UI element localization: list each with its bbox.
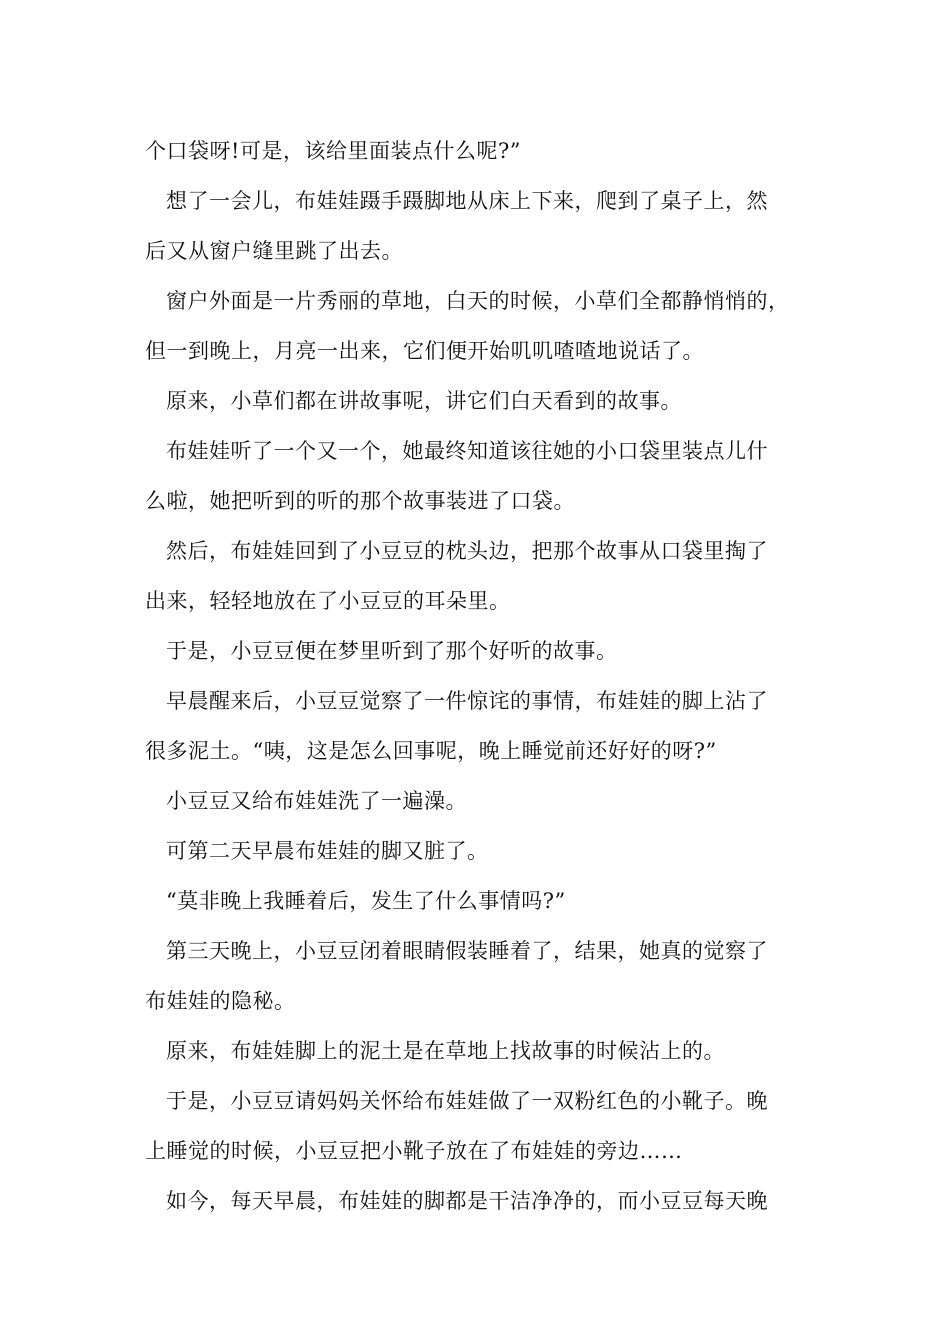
paragraph-start-line: 布娃娃听了一个又一个，她最终知道该往她的小口袋里装点儿什 bbox=[166, 439, 768, 463]
text-line: 上睡觉的时候，小豆豆把小靴子放在了布娃娃的旁边…… bbox=[145, 1139, 683, 1163]
text-line: 后又从窗户缝里跳了出去。 bbox=[145, 239, 403, 263]
paragraph-start-line: 可第二天早晨布娃娃的脚又脏了。 bbox=[166, 839, 489, 863]
paragraph-start-line: 小豆豆又给布娃娃洗了一遍澡。 bbox=[166, 789, 467, 813]
paragraph-start-line: 原来，布娃娃脚上的泥土是在草地上找故事的时候沾上的。 bbox=[166, 1039, 725, 1063]
paragraph-start-line: 然后，布娃娃回到了小豆豆的枕头边，把那个故事从口袋里掏了 bbox=[166, 539, 768, 563]
paragraph-start-line: 如今，每天早晨，布娃娃的脚都是干洁净净的，而小豆豆每天晚 bbox=[166, 1189, 768, 1213]
text-line: 但一到晚上，月亮一出来，它们便开始叽叽喳喳地说话了。 bbox=[145, 339, 704, 363]
text-line: 布娃娃的隐秘。 bbox=[145, 989, 296, 1013]
paragraph-start-line: 第三天晚上，小豆豆闭着眼睛假装睡着了，结果，她真的觉察了 bbox=[166, 939, 768, 963]
text-line: 很多泥土。“咦，这是怎么回事呢，晚上睡觉前还好好的呀?” bbox=[145, 739, 717, 763]
paragraph-start-line: 于是，小豆豆便在梦里听到了那个好听的故事。 bbox=[166, 639, 618, 663]
paragraph-start-line: 原来，小草们都在讲故事呢，讲它们白天看到的故事。 bbox=[166, 389, 682, 413]
paragraph-start-line: 于是，小豆豆请妈妈关怀给布娃娃做了一双粉红色的小靴子。晚 bbox=[166, 1089, 768, 1113]
paragraph-start-line: “莫非晚上我睡着后，发生了什么事情吗?” bbox=[166, 889, 566, 913]
text-line: 出来，轻轻地放在了小豆豆的耳朵里。 bbox=[145, 589, 511, 613]
text-line: 么啦，她把听到的听的那个故事装进了口袋。 bbox=[145, 489, 575, 513]
paragraph-start-line: 窗户外面是一片秀丽的草地，白天的时候，小草们全都静悄悄的， bbox=[166, 289, 790, 313]
paragraph-start-line: 早晨醒来后，小豆豆觉察了一件惊诧的事情，布娃娃的脚上沾了 bbox=[166, 689, 768, 713]
paragraph-start-line: 想了一会儿，布娃娃蹑手蹑脚地从床上下来，爬到了桌子上，然 bbox=[166, 189, 768, 213]
story-text bbox=[145, 130, 815, 1230]
text-line: 个口袋呀!可是，该给里面装点什么呢?” bbox=[145, 139, 521, 163]
